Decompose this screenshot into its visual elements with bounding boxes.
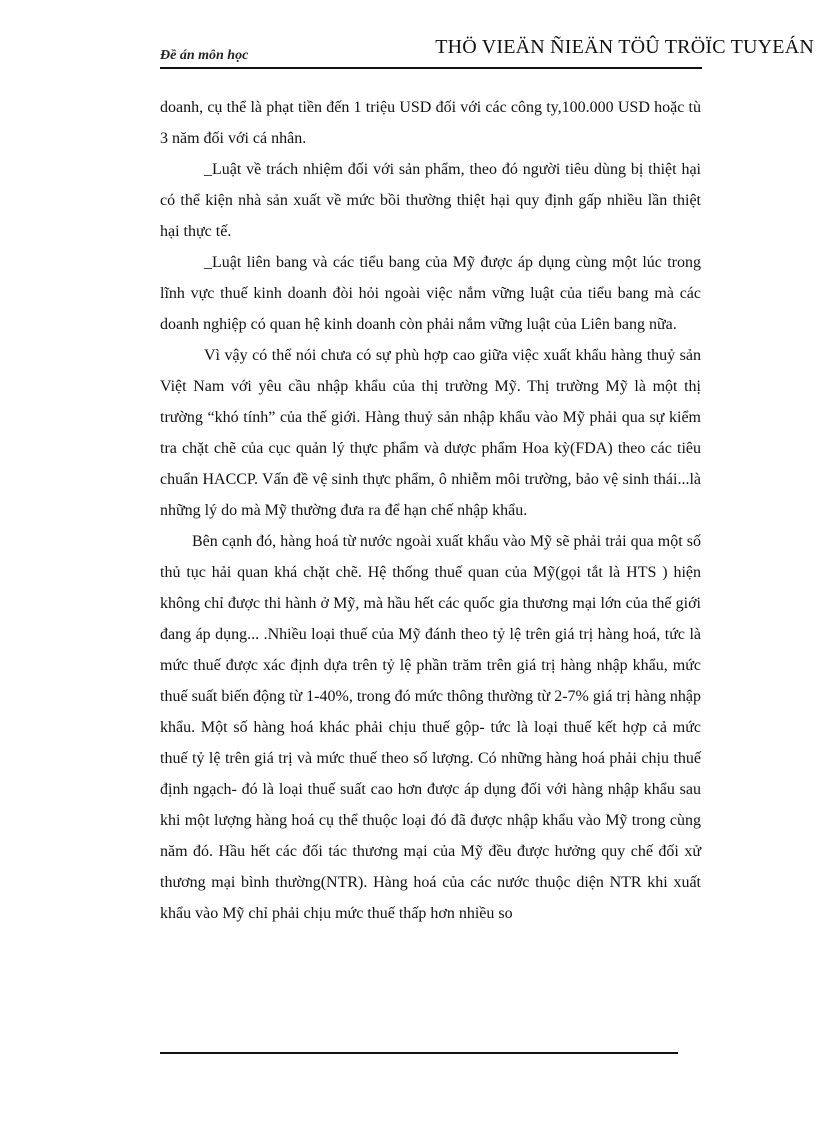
paragraph: _Luật về trách nhiệm đối với sản phẩm, theo đó người tiêu dùng bị thiệt hại có thể kiện nhà sản xuất về mức bồi thường thiệt hại quy định gấp nhiều lần thiệt hại thực tế. (160, 161, 701, 240)
paragraph: doanh, cụ thể là phạt tiền đến 1 triệu USD đối với các công ty,100.000 USD hoặc tù 3 năm đối với cá nhân. (160, 99, 701, 147)
document-body (160, 92, 701, 929)
footer-divider (160, 1052, 678, 1054)
paragraph: Bên cạnh đó, hàng hoá từ nước ngoài xuất khẩu vào Mỹ sẽ phải trải qua một số thủ tục hải quan khá chặt chẽ. Hệ thống thuế quan của Mỹ(gọi tắt là HTS ) hiện không chỉ được thi hành ở Mỹ, mà hầu hết các quốc gia thương mại lớn của thế giới đang áp dụng... .Nhiều loại thuế của Mỹ đánh theo tỷ lệ trên giá trị hàng hoá, tức là mức thuế được xác định dựa trên tỷ lệ phần trăm trên giá trị hàng nhập khẩu, mức thuế suất biến động từ 1-40%, trong đó mức thông thường từ 2-7% giá trị hàng nhập khẩu. Một số hàng hoá khác phải chịu thuế gộp- tức là loại thuế kết hợp cả mức thuế tỷ lệ trên giá trị và mức thuế theo số lượng. Có những hàng hoá phải chịu thuế định ngạch- đó là loại thuế suất cao hơn được áp dụng đối với hàng nhập khẩu sau khi một lượng hàng hoá cụ thể thuộc loại đó đã được nhập khẩu vào Mỹ trong cùng năm đó. Hầu hết các đối tác thương mại của Mỹ đều được hưởng quy chế đối xử thương mại bình thường(NTR). Hàng hoá của các nước thuộc diện NTR khi xuất khẩu vào Mỹ chỉ phải chịu mức thuế thấp hơn nhiều so (160, 533, 701, 922)
header-divider (160, 67, 702, 69)
document-header-title: Đề án môn học (160, 48, 249, 63)
paragraph: Vì vậy có thể nói chưa có sự phù hợp cao giữa việc xuất khẩu hàng thuỷ sản Việt Nam với yêu cầu nhập khẩu của thị trường Mỹ. Thị trường Mỹ là một thị trường “khó tính” của thế giới. Hàng thuỷ sản nhập khẩu vào Mỹ phải qua sự kiểm tra chặt chẽ của cục quản lý thực phẩm và dược phẩm Hoa kỳ(FDA) theo các tiêu chuẩn HACCP. Vấn đề vệ sinh thực phẩm, ô nhiễm môi trường, bảo vệ sinh thái...là những lý do mà Mỹ thường đưa ra để hạn chế nhập khẩu. (160, 347, 701, 519)
paragraph: _Luật liên bang và các tiểu bang của Mỹ được áp dụng cùng một lúc trong lĩnh vực thuế kinh doanh đòi hỏi ngoài việc nắm vững luật của tiểu bang mà các doanh nghiệp có quan hệ kinh doanh còn phải nắm vững luật của Liên bang nữa. (160, 254, 701, 333)
library-header-title: THÖ VIEÄN ÑIEÄN TÖÛ TRÖÏC TUYEÁN (435, 36, 814, 58)
